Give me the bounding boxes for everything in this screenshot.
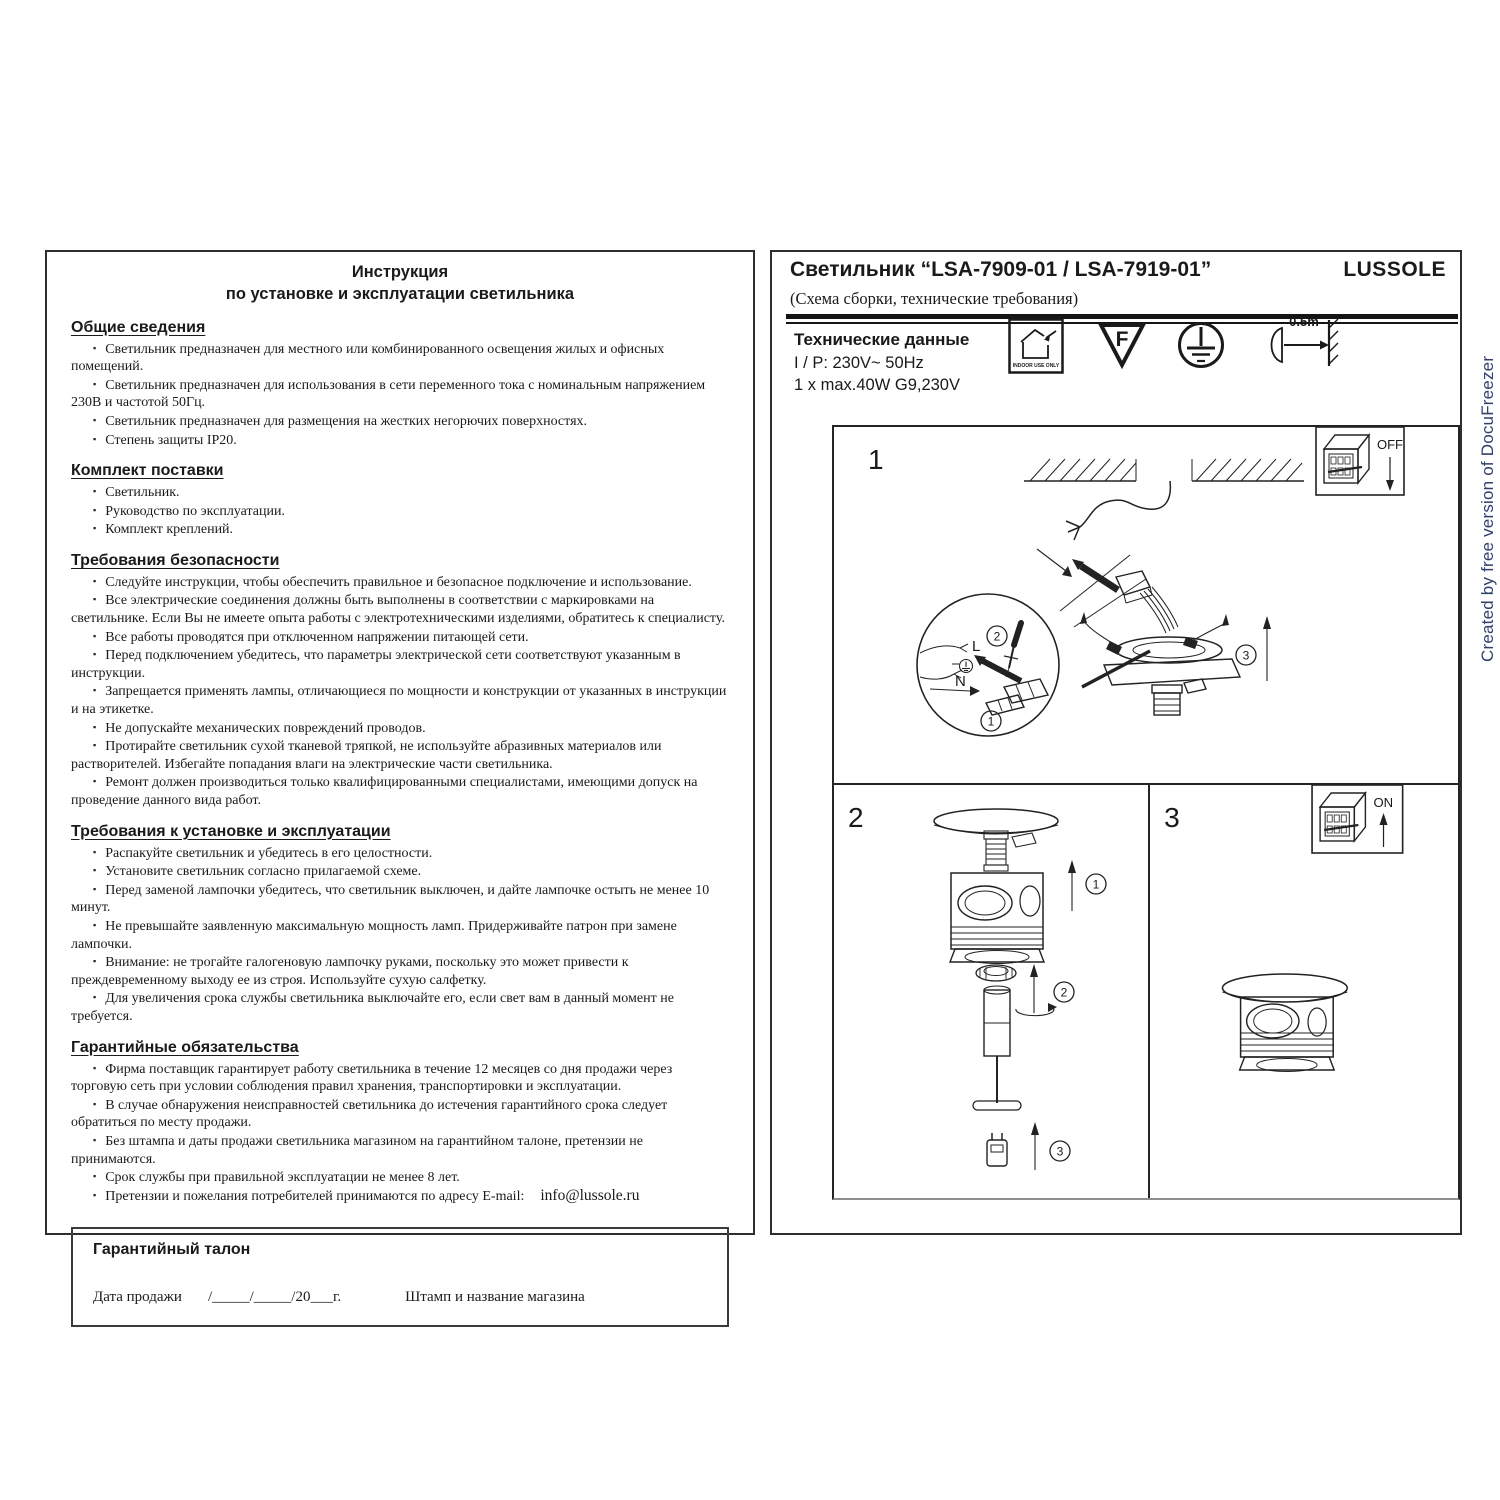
bullet-icon: ▪ (93, 1171, 97, 1182)
assembly-diagram-frame (832, 425, 1460, 1200)
bullet-item: ▪ Не допускайте механических повреждений проводов. (93, 720, 426, 736)
indoor-label: INDOOR USE ONLY (1012, 363, 1060, 369)
product-title: Светильник “LSA-7909-01 / LSA-7919-01” (790, 258, 1212, 281)
tech-lamp: 1 x max.40W G9,230V (794, 376, 960, 394)
screw (981, 660, 1021, 681)
arrow-up-icon (1068, 860, 1076, 873)
bullet-icon: ▪ (93, 486, 97, 497)
bullet-icon: ▪ (93, 1062, 97, 1073)
section (71, 319, 729, 450)
bullet-item: ▪ Запрещается применять лампы, отличающиеся по мощности и конструкции от указанных в инструкции и на этикетке. (71, 684, 727, 718)
bullet-icon: ▪ (93, 685, 97, 696)
bullet-item: ▪ Без штампа и даты продажи светильника магазином на гарантийном талоне, претензии не принимаются. (71, 1133, 643, 1167)
arrow-up-icon (1379, 813, 1387, 825)
glass-tube (984, 986, 1010, 1056)
section-heading: Комплект поставки (71, 462, 224, 480)
warranty-card-fields (93, 1289, 585, 1306)
rotate-arrow (1016, 1003, 1057, 1016)
brand-logo: LUSSOLE (1343, 258, 1446, 281)
sale-date-label: Дата продажи (93, 1289, 182, 1306)
switch-on-label: ON (1373, 795, 1394, 810)
earth-ground-icon (1176, 320, 1226, 375)
bullet-icon: ▪ (93, 378, 97, 389)
bullet-item: ▪ Комплект креплений. (93, 522, 234, 538)
contact-email: info@lussole.ru (540, 1186, 640, 1204)
bullet-item: ▪ Распакуйте светильник и убедитесь в его целостности. (93, 845, 433, 861)
switch-off-icon (1316, 427, 1404, 495)
supply-cable (1072, 559, 1152, 603)
tech-data-heading: Технические данные (794, 330, 970, 349)
mounting-plate-assembly (1080, 612, 1271, 715)
step1-number: 1 (868, 444, 884, 475)
ceiling-canopy (934, 809, 1058, 871)
manual-title-line2: по установке и эксплуатации светильника (225, 284, 575, 303)
bullet-icon: ▪ (93, 883, 97, 894)
bullet-icon: ▪ (93, 992, 97, 1003)
bullet-icon: ▪ (93, 433, 97, 444)
ring-nut (976, 965, 1016, 981)
bullet-icon: ▪ (93, 956, 97, 967)
section-heading: Требования к установке и эксплуатации (71, 822, 391, 840)
left-sections (71, 319, 729, 1206)
section (71, 552, 729, 810)
bullet-item: ▪ Претензии и пожелания потребителей принимаются по адресу E-mail: info@lussole.ru (93, 1186, 640, 1204)
bullet-item: ▪ Светильник предназначен для размещения на жестких негорючих поверхностях. (93, 413, 588, 429)
callout-3: 3 (1056, 1144, 1064, 1159)
callout-2: 2 (993, 629, 1001, 644)
bullet-icon: ▪ (93, 575, 97, 586)
docufreezer-watermark: Created by free version of DocuFreezer (1478, 355, 1497, 662)
bullet-item: ▪ В случае обнаружения неисправностей светильника до истечения гарантийного срока следует обратиться по месту продажи. (71, 1097, 668, 1131)
warranty-card (71, 1227, 729, 1327)
callout-3: 3 (1242, 648, 1250, 663)
bullet-icon: ▪ (93, 919, 97, 930)
bullet-icon: ▪ (93, 594, 97, 605)
bullet-item: ▪ Руководство по эксплуатации. (93, 503, 285, 519)
t-handle-tool (973, 1056, 1021, 1110)
ceiling-hatching (1024, 459, 1304, 481)
step2-diagram (834, 783, 1150, 1198)
bullet-item: ▪ Степень защиты IP20. (93, 432, 237, 448)
sheet-subtitle: (Схема сборки, технические требования) (790, 289, 1079, 308)
section-heading: Требования безопасности (71, 551, 280, 569)
bullet-icon: ▪ (93, 523, 97, 534)
bullet-item: ▪ Срок службы при правильной эксплуатации не менее 8 лет. (93, 1170, 460, 1186)
bullet-icon: ▪ (93, 1098, 97, 1109)
instruction-sheet (45, 250, 755, 1306)
bullet-item: ▪ Все работы проводятся при отключенном напряжении питающей сети. (93, 629, 529, 645)
section-heading: Общие сведения (71, 318, 206, 336)
arrow-up-icon (1080, 612, 1087, 624)
manual-title (71, 262, 729, 306)
assembly-sheet (770, 250, 1462, 1235)
bullet-icon: ▪ (93, 630, 97, 641)
step3-number: 3 (1164, 802, 1180, 833)
callout-2: 2 (1060, 985, 1068, 1000)
warranty-card-title: Гарантийный талон (93, 1241, 251, 1259)
tech-voltage: I / P: 230V~ 50Hz (794, 354, 924, 372)
bullet-icon: ▪ (93, 342, 97, 353)
section-heading: Гарантийные обязательства (71, 1038, 299, 1056)
bullet-icon: ▪ (93, 846, 97, 857)
assembled-lamp (1222, 974, 1347, 1072)
bullet-item: ▪ Следуйте инструкции, чтобы обеспечить правильное и безопасное подключение и использование. (93, 574, 692, 590)
switch-off-label: OFF (1377, 437, 1403, 452)
arrow-up-icon (1222, 614, 1229, 626)
min-distance-icon (1260, 312, 1344, 377)
f-mark-letter: F (1115, 328, 1129, 351)
bullet-icon: ▪ (93, 414, 97, 425)
bullet-icon: ▪ (93, 504, 97, 515)
bullet-item: ▪ Перед заменой лампочки убедитесь, что светильник выключен, и дайте лампочке остыть не менее 10 минут. (71, 882, 710, 916)
manual-title-line1: Инструкция (351, 263, 449, 281)
wiring-detail-circle (917, 594, 1059, 736)
bullet-icon: ▪ (93, 776, 97, 787)
step2-number: 2 (848, 802, 864, 833)
cube-shade (950, 873, 1044, 964)
section (71, 462, 729, 539)
section (71, 823, 729, 1026)
callout-1: 1 (1092, 877, 1100, 892)
bullet-icon: ▪ (93, 1189, 97, 1200)
bullet-icon: ▪ (93, 865, 97, 876)
step3-diagram (1150, 783, 1458, 1198)
insert-arrow (1037, 549, 1072, 577)
bullet-item: ▪ Протирайте светильник сухой тканевой тряпкой, не используйте абразивных материалов или растворителей. Избегайте попадания влаги на электрические части светильника. (71, 739, 662, 772)
arrow-down-icon (1386, 480, 1394, 491)
bullet-item: ▪ Светильник предназначен для местного или комбинированного освещения жилых и офисных помещений. (71, 341, 665, 375)
bullet-item: ▪ Светильник. (93, 485, 180, 501)
bullet-item: ▪ Фирма поставщик гарантирует работу светильника в течение 12 месяцев со дня продажи через торговую сеть при условии соблюдения правил хранения, транспортировки и эксплуатации. (71, 1061, 673, 1095)
arrow-up-icon (1263, 616, 1271, 629)
section (71, 1039, 729, 1206)
switch-on-icon (1312, 785, 1403, 853)
bullet-icon: ▪ (93, 1134, 97, 1145)
bullet-icon: ▪ (93, 649, 97, 660)
bullet-item: ▪ Перед подключением убедитесь, что параметры электрической сети соответствуют указанным в инструкции. (71, 648, 681, 681)
arrow-right-icon (970, 686, 980, 696)
bullet-item: ▪ Все электрические соединения должны быть выполнены в соответствии с маркировками на светильнике. Если Вы не имеете опыта работы с электротехническими изделиями, обратитесь к специалисту. (71, 593, 725, 627)
min-distance-value: 0.5m (1289, 314, 1319, 329)
terminal-l-label: L (972, 638, 981, 655)
bullet-item: ▪ Внимание: не трогайте галогеновую лампочку руками, поскольку это может привести к преждевременному выходу ее из строя. Используйте сухую салфетку. (71, 955, 629, 988)
mains-wire (1066, 481, 1170, 540)
callout-1: 1 (987, 714, 995, 729)
arrow-up-icon (1031, 1122, 1039, 1135)
stamp-label: Штамп и название магазина (405, 1289, 585, 1306)
leader-line (1060, 555, 1130, 611)
bullet-icon: ▪ (93, 740, 97, 751)
bullet-item: ▪ Ремонт должен производиться только квалифицированными специалистами, имеющими допуск на проведение данного вида работ. (71, 775, 698, 808)
bullet-item: ▪ Светильник предназначен для использования в сети переменного тока с номинальным напряжением 230В и частотой 50Гц. (71, 377, 706, 411)
terminal-block-icon (986, 679, 1048, 715)
screwdriver-icon (1004, 623, 1021, 677)
bullet-item: ▪ Для увеличения срока службы светильника выключайте его, если свет вам в данный момент не требуется. (71, 991, 674, 1024)
arrow-up-icon (1030, 964, 1038, 977)
bullet-icon: ▪ (93, 721, 97, 732)
bullet-item: ▪ Установите светильник согласно прилагаемой схеме. (93, 864, 422, 880)
sale-date-blank: /_____/_____/20___г. (207, 1289, 342, 1306)
earth-symbol-small (960, 660, 973, 673)
indoor-use-only-icon (1008, 318, 1064, 379)
step1-diagram (834, 427, 1458, 783)
terminal-n-label: N (955, 673, 966, 690)
f-mark-icon (1098, 322, 1146, 373)
g9-bulb (987, 1133, 1007, 1166)
bullet-item: ▪ Не превышайте заявленную максимальную мощность ламп. Придерживайте патрон при замене лампочки. (71, 918, 677, 952)
wire-bundle (1140, 587, 1178, 633)
